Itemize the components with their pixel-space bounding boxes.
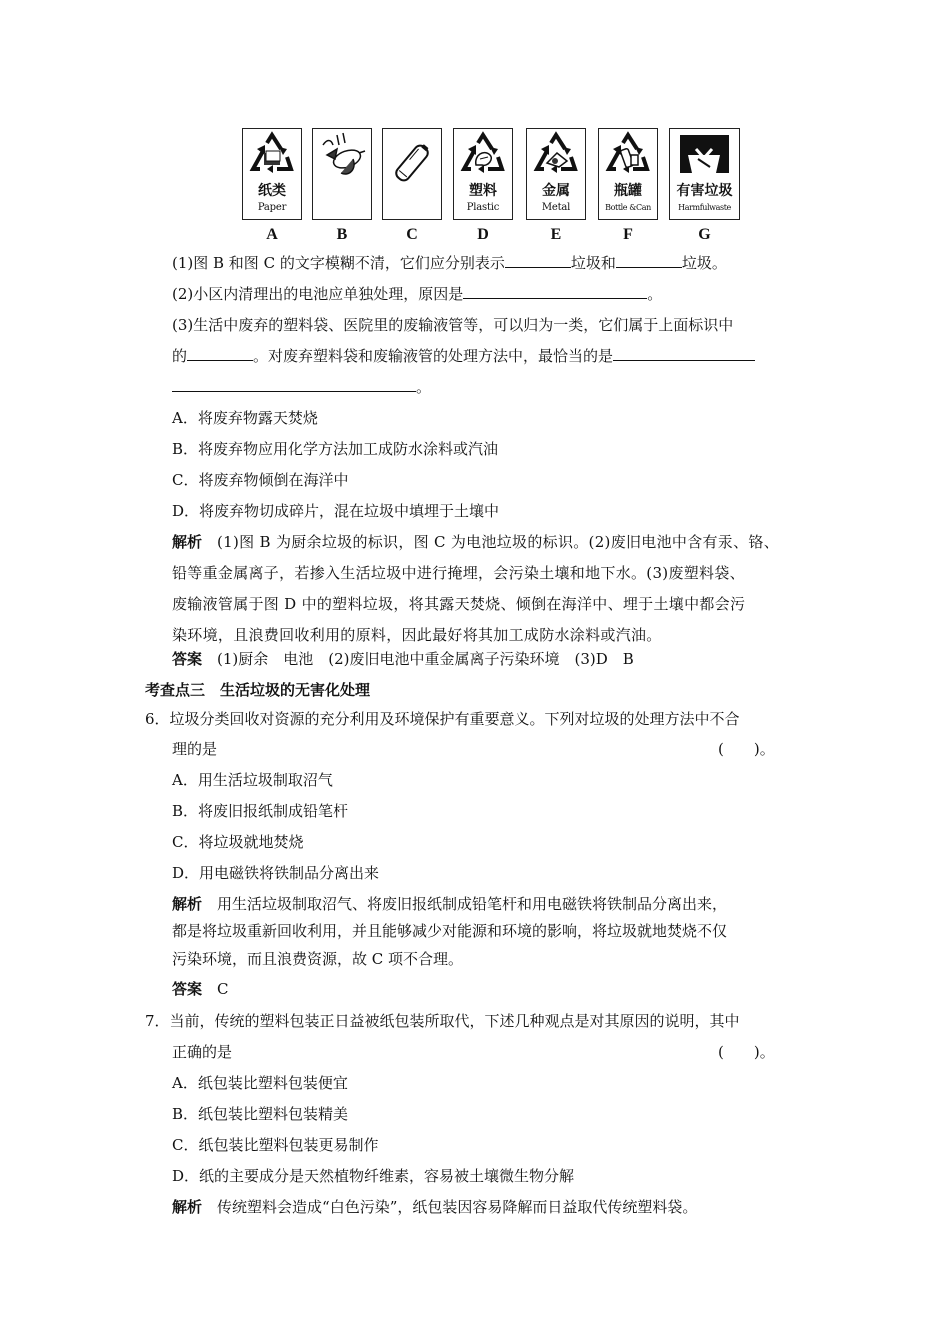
q7-stem-line2: 正确的是 (172, 1043, 233, 1061)
q6-answer-text: C (217, 980, 229, 998)
q6-option-c: C．将垃圾就地焚烧 (172, 833, 304, 851)
q7-option-c: C．纸包装比塑料包装更易制作 (172, 1136, 379, 1154)
answer-blank (463, 284, 647, 299)
sign-d-cn: 塑料 (469, 183, 497, 199)
q6-answer (172, 978, 229, 1000)
answer-blank (616, 253, 682, 268)
q6-analysis-text-1: 用生活垃圾制取沼气、将废旧报纸制成铅笔杆和用电磁铁将铁制品分离出来， (217, 895, 728, 913)
q5-analysis-line1 (172, 531, 779, 553)
food-waste-icon (313, 129, 371, 217)
q5-part1-text-a: (1)图 B 和图 C 的文字模糊不清，它们应分别表示 (172, 254, 505, 272)
analysis-label: 解析 (172, 533, 203, 551)
sign-d-letter: D (477, 226, 489, 243)
recycle-metal-icon (527, 129, 585, 181)
q5-option-b: B．将废弃物应用化学方法加工成防水涂料或汽油 (172, 440, 499, 458)
sign-f (598, 128, 660, 243)
q6-answer-paren: ( )。 (718, 740, 775, 758)
q6-option-b: B．将废旧报纸制成铅笔杆 (172, 802, 349, 820)
sign-g-letter: G (698, 226, 711, 243)
sign-e-letter: E (550, 226, 562, 243)
sign-e-en: Metal (541, 202, 571, 213)
sign-c-letter: C (406, 226, 418, 243)
q7-option-b: B．纸包装比塑料包装精美 (172, 1105, 349, 1123)
q5-part1-text-b: 垃圾和 (570, 254, 616, 272)
recycling-signs-figure (242, 128, 742, 246)
q5-part1-text-c: 垃圾。 (681, 254, 727, 272)
sign-e (526, 128, 588, 243)
sign-a-en: Paper (257, 202, 287, 213)
sign-g (669, 128, 733, 243)
sign-e-cn: 金属 (542, 183, 570, 199)
section-title: 考查点三 生活垃圾的无害化处理 (145, 681, 371, 699)
q7-analysis-text-1: 传统塑料会造成“白色污染”，纸包装因容易降解而日益取代传统塑料袋。 (217, 1198, 698, 1216)
q5-analysis-line4: 染环境，且浪费回收利用的原料，因此最好将其加工成防水涂料或汽油。 (172, 626, 662, 644)
sign-g-cn: 有害垃圾 (676, 183, 733, 199)
sign-b-letter: B (336, 226, 348, 243)
q6-analysis-line1 (172, 893, 727, 915)
answer-blank (505, 253, 571, 268)
q7-answer-paren: ( )。 (718, 1043, 775, 1061)
q5-option-c: C．将废弃物倾倒在海洋中 (172, 471, 349, 489)
analysis-label: 解析 (172, 1198, 203, 1216)
answer-blank (187, 346, 253, 361)
q6-stem-line1: 6．垃圾分类回收对资源的充分利用及环境保护有重要意义。下列对垃圾的处理方法中不合 (145, 710, 740, 728)
answer-label: 答案 (172, 650, 203, 668)
sign-f-cn: 瓶罐 (614, 183, 642, 199)
q5-part2-text-b: 。 (647, 285, 663, 303)
sign-c (382, 128, 444, 243)
q5-part3-text-c: 。 (416, 378, 432, 396)
recycle-paper-icon (243, 129, 301, 181)
recycle-plastic-icon (454, 129, 512, 181)
answer-blank (613, 346, 755, 361)
sign-a-cn: 纸类 (258, 183, 286, 199)
answer-blank (172, 377, 416, 392)
sign-a (242, 128, 304, 243)
answer-label: 答案 (172, 980, 203, 998)
q5-part3-line3 (172, 376, 431, 398)
sign-b (312, 128, 374, 243)
harmful-waste-icon (670, 129, 739, 181)
q5-option-a: A．将废弃物露天焚烧 (172, 409, 318, 427)
sign-a-letter: A (266, 226, 278, 243)
q6-analysis-line3: 污染环境，而且浪费资源，故 C 项不合理。 (172, 950, 464, 968)
battery-icon (383, 129, 441, 217)
recycle-bottle-can-icon (599, 129, 657, 181)
q6-stem-line2: 理的是 (172, 740, 218, 758)
q7-analysis-line1 (172, 1196, 697, 1218)
q5-part3-text-a: 的 (172, 347, 188, 365)
q5-part2-text-a: (2)小区内清理出的电池应单独处理，原因是 (172, 285, 464, 303)
q7-stem-line1: 7．当前，传统的塑料包装正日益被纸包装所取代，下述几种观点是对其原因的说明，其中 (145, 1012, 740, 1030)
sign-f-en: Bottle &Can (605, 203, 651, 212)
q5-option-d: D．将废弃物切成碎片，混在垃圾中填埋于土壤中 (172, 502, 500, 520)
q5-answer (172, 648, 634, 670)
q6-option-a: A．用生活垃圾制取沼气 (172, 771, 333, 789)
q5-part1 (172, 252, 727, 274)
q5-analysis-line3: 废输液管属于图 D 中的塑料垃圾，将其露天焚烧、倾倒在海洋中、埋于土壤中都会污 (172, 595, 746, 613)
analysis-label: 解析 (172, 895, 203, 913)
q5-answer-text: (1)厨余 电池 (2)废旧电池中重金属离子污染环境 (3)D B (217, 650, 634, 668)
q5-part3-text-b: 。对废弃塑料袋和废输液管的处理方法中，最恰当的是 (253, 347, 614, 365)
q7-option-d: D．纸的主要成分是天然植物纤维素，容易被土壤微生物分解 (172, 1167, 575, 1185)
q6-analysis-line2: 都是将垃圾重新回收利用，并且能够减少对能源和环境的影响，将垃圾就地焚烧不仅 (172, 922, 728, 940)
q5-part3-line2 (172, 345, 755, 367)
q7-option-a: A．纸包装比塑料包装便宜 (172, 1074, 348, 1092)
q5-analysis-line2: 铅等重金属离子，若掺入生活垃圾中进行掩埋，会污染土壤和地下水。(3)废塑料袋、 (172, 564, 745, 582)
q5-part2 (172, 283, 662, 305)
q6-option-d: D．用电磁铁将铁制品分离出来 (172, 864, 380, 882)
q5-part3-line1: (3)生活中废弃的塑料袋、医院里的废输液管等，可以归为一类，它们属于上面标识中 (172, 316, 734, 334)
q5-analysis-text-1: (1)图 B 为厨余垃圾的标识，图 C 为电池垃圾的标识。(2)废旧电池中含有汞、铬、 (217, 533, 780, 551)
sign-d (453, 128, 515, 243)
sign-d-en: Plastic (466, 202, 500, 213)
sign-f-letter: F (623, 226, 633, 243)
sign-g-en: Harmfulwaste (678, 203, 731, 212)
